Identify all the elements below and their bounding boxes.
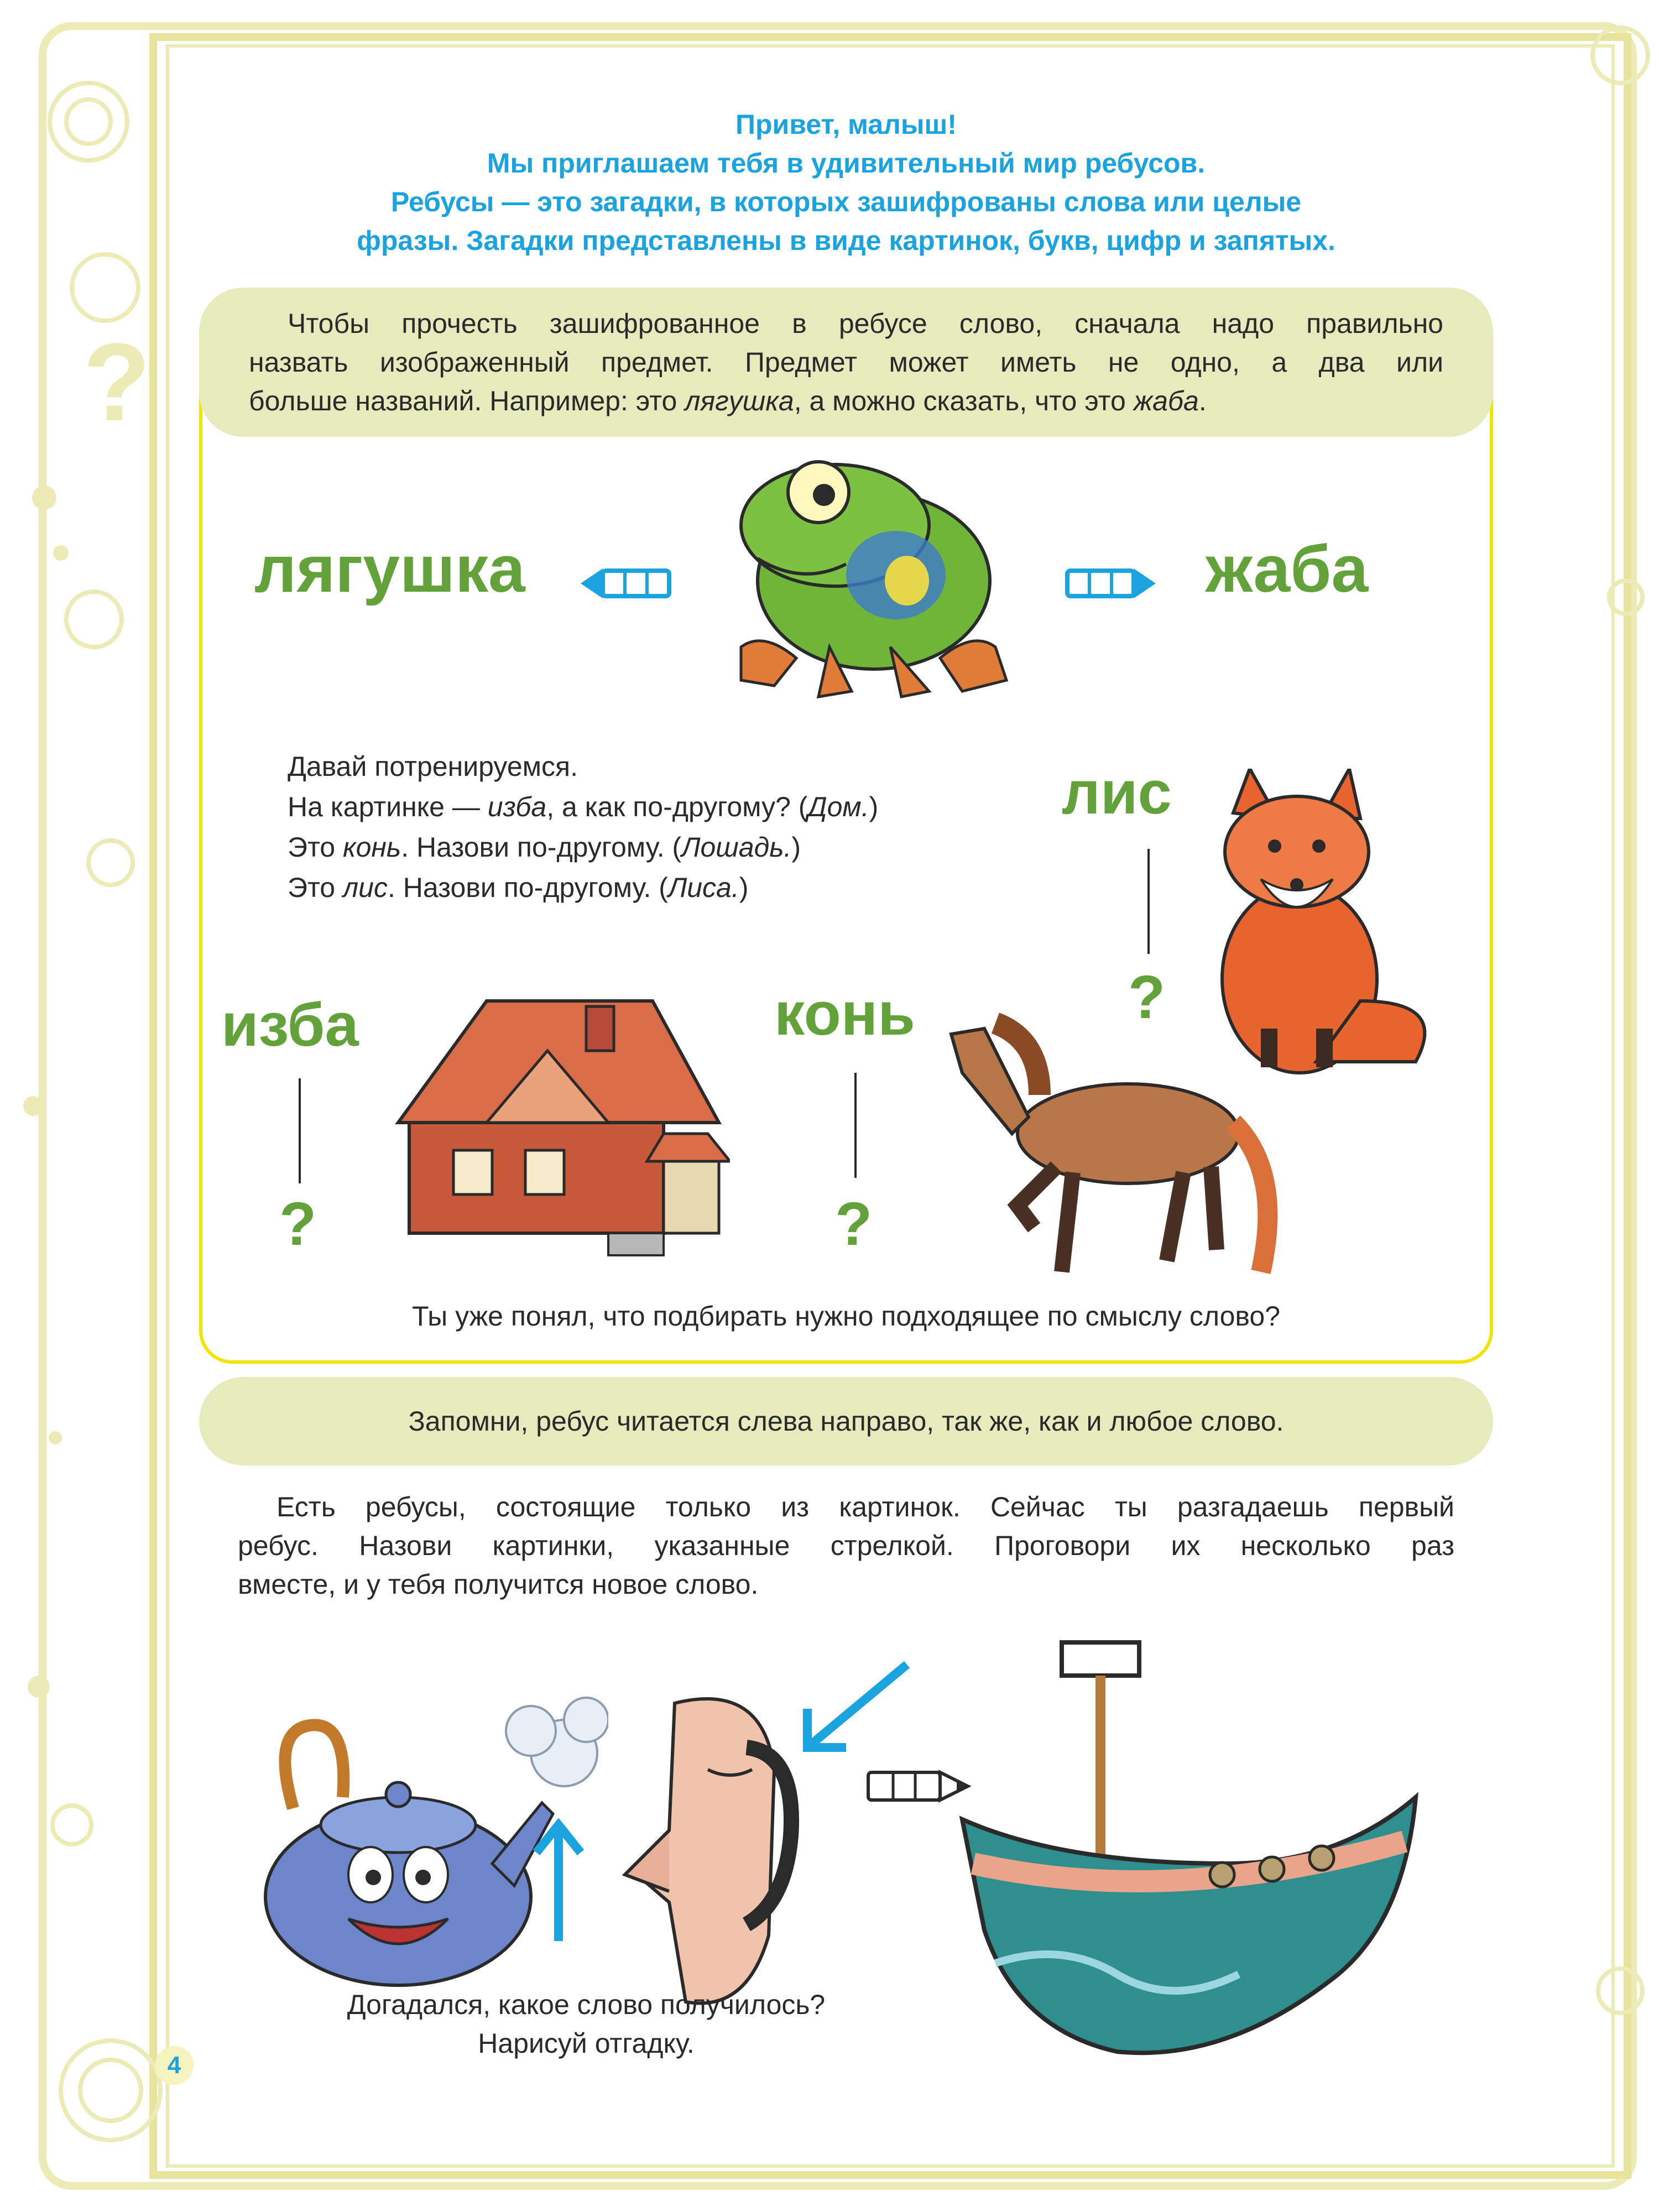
s3-line-3: вместе, и у тебя получится новое слово. xyxy=(238,1569,759,1600)
izba-line xyxy=(299,1078,301,1183)
s3-line-2: ребус. Назови картинки, указанные стрелкой. Проговори их несколько раз xyxy=(238,1530,1454,1561)
s2-l4-a: Это xyxy=(288,872,343,903)
kon-question-mark: ? xyxy=(835,1190,873,1258)
s1-l3-e: . xyxy=(1198,385,1207,416)
intro-text xyxy=(210,105,1482,260)
s2-l3-a: Это xyxy=(288,832,343,863)
arrow-up-icon xyxy=(531,1814,586,1947)
izba-question-mark: ? xyxy=(279,1190,317,1258)
s1-l3-d: жаба xyxy=(1133,385,1199,416)
final-question xyxy=(254,1985,918,2063)
s3-line-1 xyxy=(238,1488,1454,1526)
pencil-arrow-left-icon xyxy=(575,564,686,603)
word-zhaba: жаба xyxy=(1206,532,1369,606)
s2-l3-c: . Назови по-другому. ( xyxy=(401,832,682,863)
section-3-pill-text: Запомни, ребус читается слева направо, так же, как и любое слово. xyxy=(408,1406,1284,1437)
s3-line-1-text: Есть ребусы, состоящие только из картинок. Сейчас ты разгадаешь первый xyxy=(276,1491,1454,1522)
s2-line-1: Давай потренируемся. xyxy=(288,751,578,782)
intro-line-3: Ребусы — это загадки, в которых зашифрованы слова или целые xyxy=(390,186,1302,217)
s2-l4-e: ) xyxy=(739,872,749,903)
fox-illustration xyxy=(1194,769,1438,1078)
pencil-arrow-right-icon xyxy=(1051,564,1161,603)
section-2-footer: Ты уже понял, что подбирать нужно подходящее по смыслу слово? xyxy=(411,1301,1281,1332)
word-izba: изба xyxy=(221,991,359,1059)
lis-question-mark: ? xyxy=(1128,963,1166,1031)
izba-house-illustration xyxy=(376,990,730,1266)
intro-line-4: фразы. Загадки представлены в виде картинок, букв, цифр и запятых. xyxy=(357,225,1335,256)
arrow-diagonal-icon xyxy=(785,1653,918,1764)
section-1-text xyxy=(249,304,1443,420)
s2-line-3 xyxy=(288,827,1062,868)
lis-line xyxy=(1147,849,1150,954)
s2-line-4 xyxy=(288,868,1062,908)
svg-text:?: ? xyxy=(83,321,151,444)
s1-l3-a: больше названий. Например: это xyxy=(249,385,685,416)
s2-l2-a: На картинке — xyxy=(288,791,488,822)
word-lis: лис xyxy=(1062,759,1172,827)
s2-l4-c: . Назови по-другому. ( xyxy=(388,872,668,903)
section-1-line-1-text: Чтобы прочесть зашифрованное в ребусе слово, сначала надо правильно xyxy=(288,308,1443,339)
section-1-line-2: назвать изображенный предмет. Предмет может иметь не одно, а два или xyxy=(249,347,1443,378)
frog-illustration xyxy=(708,448,1040,702)
s2-l3-b: конь xyxy=(342,832,401,863)
intro-line-2: Мы приглашаем тебя в удивительный мир ребусов. xyxy=(487,148,1206,179)
kon-line xyxy=(854,1073,857,1178)
section-1-line-1 xyxy=(249,304,1443,343)
s2-l4-d: Лиса. xyxy=(667,872,739,903)
s2-l2-c: , а как по-другому? ( xyxy=(546,791,808,822)
s2-l4-b: лис xyxy=(342,872,388,903)
decorative-bulbs-left xyxy=(0,0,166,2212)
section-2-text xyxy=(288,747,1062,908)
s2-l2-e: ) xyxy=(869,791,879,822)
s1-l3-b: лягушка xyxy=(685,385,794,416)
s2-l2-d: Дом. xyxy=(807,791,869,822)
s1-l3-c: , а можно сказать, что это xyxy=(794,385,1134,416)
s2-line-2 xyxy=(288,787,1062,827)
ship-illustration xyxy=(951,1631,1427,2096)
s2-l3-e: ) xyxy=(791,832,801,863)
final-line-2: Нарисуй отгадку. xyxy=(478,2028,695,2059)
page-number: 4 xyxy=(155,2046,194,2085)
intro-line-1: Привет, малыш! xyxy=(735,109,957,140)
decorative-bulbs-right xyxy=(1582,0,1659,2212)
section-1-line-3 xyxy=(249,382,1443,420)
section-3-text xyxy=(238,1488,1454,1604)
word-kon: конь xyxy=(774,980,915,1048)
final-line-1: Догадался, какое слово получилось? xyxy=(347,1989,826,2020)
s2-l3-d: Лошадь. xyxy=(681,832,792,863)
word-lyagushka: лягушка xyxy=(254,532,525,606)
s2-l2-b: изба xyxy=(487,791,547,822)
